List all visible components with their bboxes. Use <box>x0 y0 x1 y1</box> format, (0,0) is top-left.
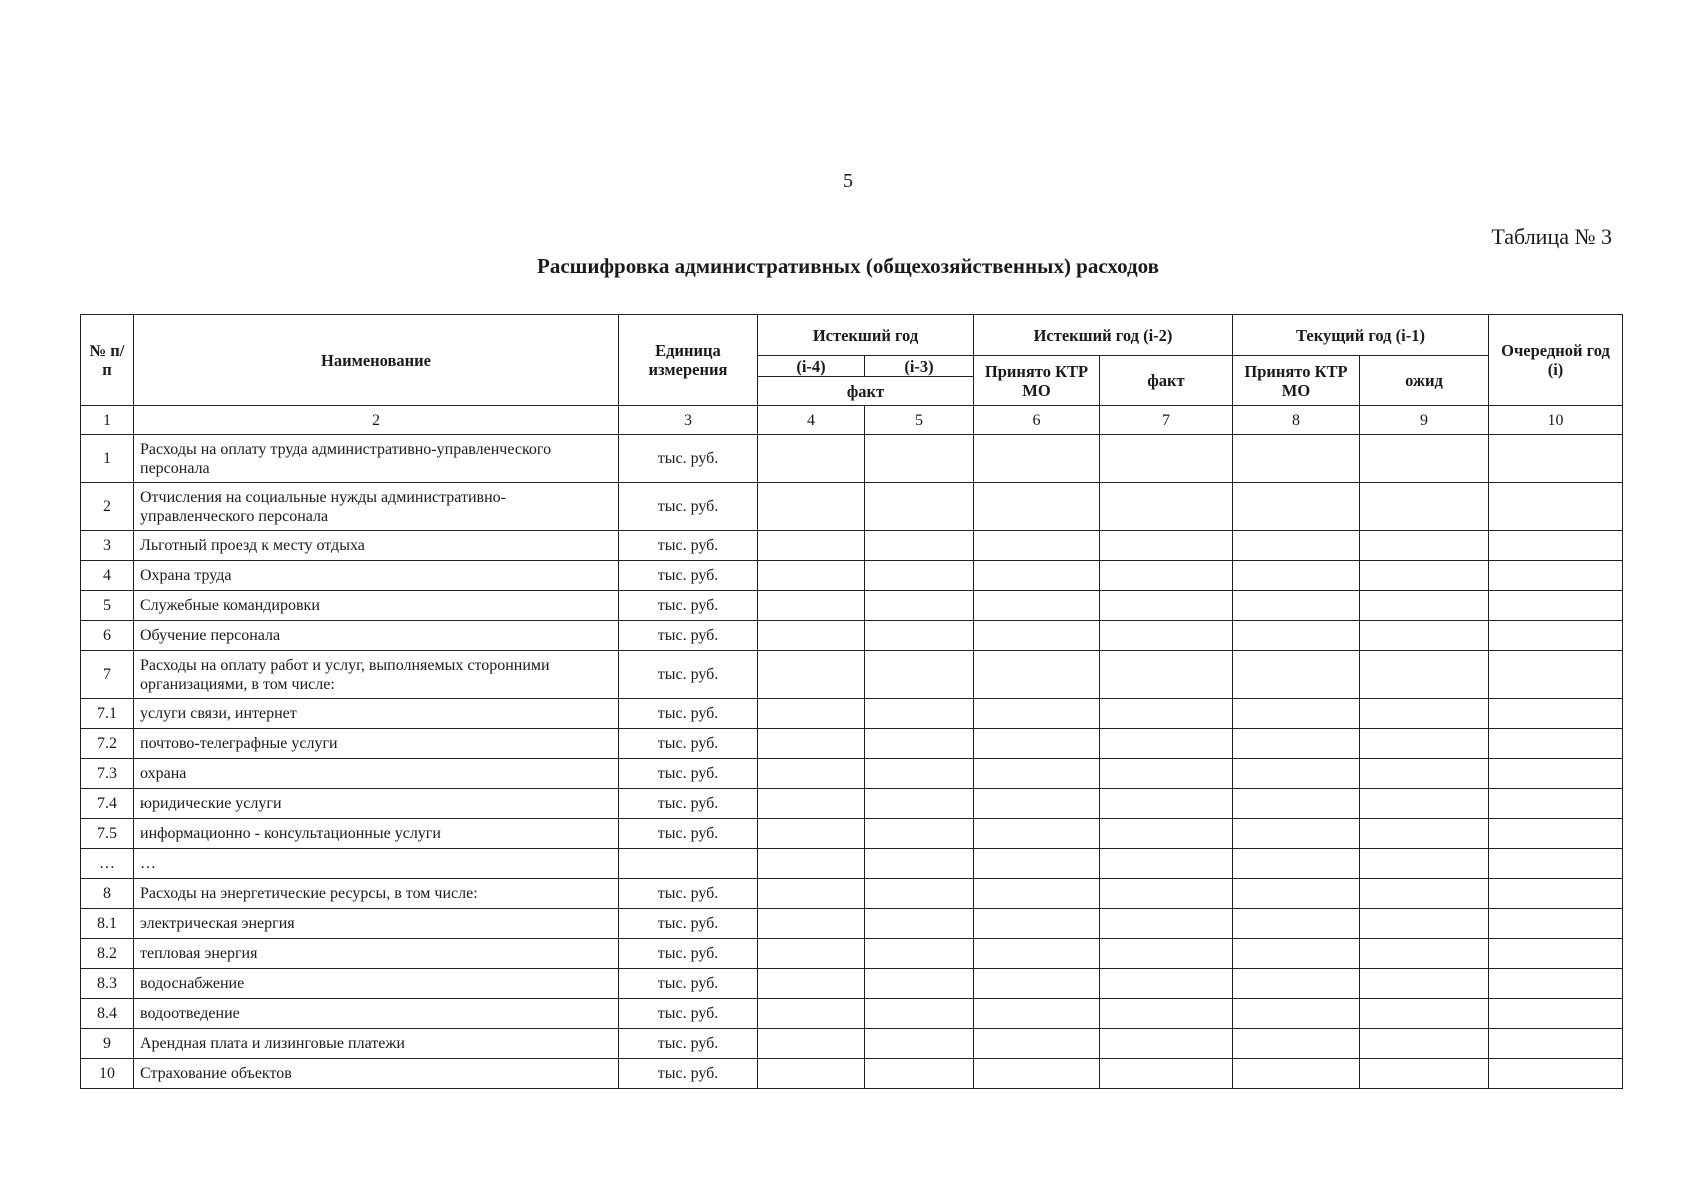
value-cell <box>1100 651 1233 699</box>
value-cell <box>1233 1059 1360 1089</box>
header-num: № п/п <box>81 315 134 406</box>
table-row <box>81 999 1623 1029</box>
column-number-row <box>81 406 1623 435</box>
value-cell <box>1360 531 1489 561</box>
row-unit: тыс. руб. <box>619 819 758 849</box>
value-cell <box>1100 591 1233 621</box>
value-cell <box>865 729 974 759</box>
value-cell <box>974 531 1100 561</box>
table-row <box>81 621 1623 651</box>
table-row <box>81 759 1623 789</box>
value-cell <box>1233 591 1360 621</box>
value-cell <box>1360 621 1489 651</box>
row-number: 8.3 <box>81 969 134 999</box>
value-cell <box>1360 435 1489 483</box>
row-number: 7.1 <box>81 699 134 729</box>
value-cell <box>1360 939 1489 969</box>
value-cell <box>758 999 865 1029</box>
value-cell <box>758 849 865 879</box>
value-cell <box>1100 789 1233 819</box>
row-name: охрана <box>134 759 619 789</box>
value-cell <box>758 879 865 909</box>
table-row <box>81 729 1623 759</box>
value-cell <box>974 591 1100 621</box>
value-cell <box>1100 435 1233 483</box>
column-number: 10 <box>1489 406 1623 435</box>
table-row <box>81 789 1623 819</box>
value-cell <box>865 789 974 819</box>
row-unit: тыс. руб. <box>619 789 758 819</box>
row-unit: тыс. руб. <box>619 909 758 939</box>
column-number: 5 <box>865 406 974 435</box>
value-cell <box>1489 909 1623 939</box>
value-cell <box>758 1059 865 1089</box>
value-cell <box>865 879 974 909</box>
row-number: 8.2 <box>81 939 134 969</box>
row-number: 10 <box>81 1059 134 1089</box>
value-cell <box>1360 759 1489 789</box>
value-cell <box>1233 789 1360 819</box>
row-name: Льготный проезд к месту отдыха <box>134 531 619 561</box>
value-cell <box>1100 621 1233 651</box>
row-unit: тыс. руб. <box>619 879 758 909</box>
value-cell <box>758 819 865 849</box>
value-cell <box>1100 819 1233 849</box>
row-name: электрическая энергия <box>134 909 619 939</box>
row-name: Расходы на энергетические ресурсы, в том числе: <box>134 879 619 909</box>
header-past-year: Истекший год <box>758 315 974 356</box>
column-number: 9 <box>1360 406 1489 435</box>
value-cell <box>758 561 865 591</box>
value-cell <box>1489 969 1623 999</box>
value-cell <box>974 999 1100 1029</box>
value-cell <box>865 531 974 561</box>
value-cell <box>1233 1029 1360 1059</box>
value-cell <box>974 435 1100 483</box>
row-unit: тыс. руб. <box>619 1029 758 1059</box>
row-unit: тыс. руб. <box>619 531 758 561</box>
value-cell <box>865 561 974 591</box>
header-next-year: Очередной год (i) <box>1489 315 1623 406</box>
table-row <box>81 435 1623 483</box>
value-cell <box>1233 939 1360 969</box>
value-cell <box>1489 819 1623 849</box>
header-accepted-i2: Принято КТР МО <box>974 356 1100 406</box>
document-title: Расшифровка административных (общехозяйственных) расходов <box>537 254 1159 278</box>
row-unit: тыс. руб. <box>619 939 758 969</box>
value-cell <box>974 939 1100 969</box>
value-cell <box>865 435 974 483</box>
row-unit: тыс. руб. <box>619 999 758 1029</box>
value-cell <box>1489 651 1623 699</box>
value-cell <box>865 1059 974 1089</box>
row-unit: тыс. руб. <box>619 621 758 651</box>
table-row <box>81 651 1623 699</box>
value-cell <box>1489 531 1623 561</box>
value-cell <box>1233 879 1360 909</box>
row-name: Расходы на оплату работ и услуг, выполняемых сторонними организациями, в том числе: <box>134 651 619 699</box>
value-cell <box>1100 759 1233 789</box>
table-row <box>81 879 1623 909</box>
row-name: информационно - консультационные услуги <box>134 819 619 849</box>
value-cell <box>865 849 974 879</box>
row-name: юридические услуги <box>134 789 619 819</box>
row-unit: тыс. руб. <box>619 1059 758 1089</box>
value-cell <box>1360 909 1489 939</box>
row-unit: тыс. руб. <box>619 729 758 759</box>
value-cell <box>974 879 1100 909</box>
row-number: 7.5 <box>81 819 134 849</box>
value-cell <box>865 699 974 729</box>
value-cell <box>1489 729 1623 759</box>
row-name: Арендная плата и лизинговые платежи <box>134 1029 619 1059</box>
row-number: 5 <box>81 591 134 621</box>
value-cell <box>1233 531 1360 561</box>
row-name: тепловая энергия <box>134 939 619 969</box>
value-cell <box>1489 435 1623 483</box>
row-number: 9 <box>81 1029 134 1059</box>
column-number: 2 <box>134 406 619 435</box>
value-cell <box>1360 789 1489 819</box>
value-cell <box>1360 1059 1489 1089</box>
row-number: 1 <box>81 435 134 483</box>
value-cell <box>865 621 974 651</box>
row-number: 7.4 <box>81 789 134 819</box>
value-cell <box>974 969 1100 999</box>
row-unit: тыс. руб. <box>619 651 758 699</box>
value-cell <box>1100 849 1233 879</box>
value-cell <box>1489 561 1623 591</box>
value-cell <box>974 561 1100 591</box>
header-current-year: Текущий год (i-1) <box>1233 315 1489 356</box>
value-cell <box>1233 561 1360 591</box>
table-row <box>81 969 1623 999</box>
value-cell <box>865 819 974 849</box>
value-cell <box>758 909 865 939</box>
table-body <box>81 435 1623 1089</box>
row-unit: тыс. руб. <box>619 591 758 621</box>
value-cell <box>758 621 865 651</box>
value-cell <box>1100 969 1233 999</box>
value-cell <box>758 1029 865 1059</box>
row-number: 7.2 <box>81 729 134 759</box>
value-cell <box>1100 699 1233 729</box>
value-cell <box>1100 483 1233 531</box>
table-row <box>81 1059 1623 1089</box>
value-cell <box>1100 999 1233 1029</box>
row-number: 8.1 <box>81 909 134 939</box>
value-cell <box>1489 789 1623 819</box>
value-cell <box>974 729 1100 759</box>
value-cell <box>758 969 865 999</box>
row-name: услуги связи, интернет <box>134 699 619 729</box>
value-cell <box>1100 1029 1233 1059</box>
value-cell <box>974 651 1100 699</box>
value-cell <box>1360 651 1489 699</box>
value-cell <box>1100 729 1233 759</box>
row-name: Расходы на оплату труда административно-управленческого персонала <box>134 435 619 483</box>
value-cell <box>1489 621 1623 651</box>
value-cell <box>1233 909 1360 939</box>
table-header <box>81 315 1623 435</box>
table-row <box>81 561 1623 591</box>
value-cell <box>865 483 974 531</box>
value-cell <box>1100 561 1233 591</box>
row-name: Охрана труда <box>134 561 619 591</box>
value-cell <box>1360 483 1489 531</box>
value-cell <box>974 819 1100 849</box>
value-cell <box>1233 621 1360 651</box>
value-cell <box>758 939 865 969</box>
value-cell <box>1360 699 1489 729</box>
value-cell <box>758 651 865 699</box>
value-cell <box>865 651 974 699</box>
value-cell <box>865 999 974 1029</box>
row-name: Страхование объектов <box>134 1059 619 1089</box>
value-cell <box>1100 939 1233 969</box>
value-cell <box>1489 849 1623 879</box>
row-name: Обучение персонала <box>134 621 619 651</box>
value-cell <box>758 435 865 483</box>
column-number: 6 <box>974 406 1100 435</box>
value-cell <box>1489 999 1623 1029</box>
value-cell <box>1233 729 1360 759</box>
value-cell <box>1100 1059 1233 1089</box>
row-name: Служебные командировки <box>134 591 619 621</box>
row-number: … <box>81 849 134 879</box>
header-fact-i2: факт <box>1100 356 1233 406</box>
table-row <box>81 483 1623 531</box>
header-i4: (i-4) <box>758 356 865 377</box>
table-row <box>81 699 1623 729</box>
value-cell <box>974 1029 1100 1059</box>
value-cell <box>974 1059 1100 1089</box>
header-name: Наименование <box>134 315 619 406</box>
row-unit: тыс. руб. <box>619 759 758 789</box>
row-number: 7.3 <box>81 759 134 789</box>
value-cell <box>758 729 865 759</box>
value-cell <box>865 969 974 999</box>
row-name: почтово-телеграфные услуги <box>134 729 619 759</box>
row-name: … <box>134 849 619 879</box>
row-unit: тыс. руб. <box>619 561 758 591</box>
row-unit: тыс. руб. <box>619 699 758 729</box>
header-fact-group: факт <box>758 377 974 406</box>
value-cell <box>1360 819 1489 849</box>
value-cell <box>1360 969 1489 999</box>
row-name: водоснабжение <box>134 969 619 999</box>
value-cell <box>1100 879 1233 909</box>
value-cell <box>974 483 1100 531</box>
column-number: 1 <box>81 406 134 435</box>
value-cell <box>865 939 974 969</box>
value-cell <box>758 789 865 819</box>
value-cell <box>1360 879 1489 909</box>
header-accepted-i1: Принято КТР МО <box>1233 356 1360 406</box>
value-cell <box>1489 699 1623 729</box>
value-cell <box>1233 435 1360 483</box>
table-row <box>81 849 1623 879</box>
row-unit <box>619 849 758 879</box>
value-cell <box>1360 1029 1489 1059</box>
value-cell <box>974 699 1100 729</box>
column-number: 8 <box>1233 406 1360 435</box>
value-cell <box>1360 591 1489 621</box>
value-cell <box>1489 1059 1623 1089</box>
row-number: 6 <box>81 621 134 651</box>
value-cell <box>1233 483 1360 531</box>
value-cell <box>974 849 1100 879</box>
value-cell <box>1489 939 1623 969</box>
header-unit: Единица измерения <box>619 315 758 406</box>
table-row <box>81 939 1623 969</box>
value-cell <box>865 591 974 621</box>
value-cell <box>1489 483 1623 531</box>
row-number: 2 <box>81 483 134 531</box>
table-row <box>81 909 1623 939</box>
value-cell <box>1360 561 1489 591</box>
row-number: 7 <box>81 651 134 699</box>
value-cell <box>758 483 865 531</box>
value-cell <box>974 909 1100 939</box>
value-cell <box>1100 531 1233 561</box>
value-cell <box>758 591 865 621</box>
expenses-table <box>80 314 1623 1089</box>
value-cell <box>865 909 974 939</box>
table-caption: Таблица № 3 <box>1491 224 1612 249</box>
column-number: 4 <box>758 406 865 435</box>
value-cell <box>865 1029 974 1059</box>
column-number: 3 <box>619 406 758 435</box>
value-cell <box>1233 849 1360 879</box>
value-cell <box>1360 729 1489 759</box>
value-cell <box>758 699 865 729</box>
value-cell <box>1233 699 1360 729</box>
value-cell <box>1489 591 1623 621</box>
value-cell <box>865 759 974 789</box>
value-cell <box>1489 879 1623 909</box>
header-i3: (i-3) <box>865 356 974 377</box>
row-number: 4 <box>81 561 134 591</box>
value-cell <box>974 621 1100 651</box>
row-unit: тыс. руб. <box>619 483 758 531</box>
value-cell <box>1360 999 1489 1029</box>
value-cell <box>1233 759 1360 789</box>
row-unit: тыс. руб. <box>619 969 758 999</box>
value-cell <box>1489 1029 1623 1059</box>
header-past-year-i2: Истекший год (i-2) <box>974 315 1233 356</box>
value-cell <box>1233 999 1360 1029</box>
value-cell <box>1233 651 1360 699</box>
page-number: 5 <box>843 170 853 192</box>
row-name: Отчисления на социальные нужды административно-управленческого персонала <box>134 483 619 531</box>
value-cell <box>758 759 865 789</box>
row-number: 8.4 <box>81 999 134 1029</box>
row-name: водоотведение <box>134 999 619 1029</box>
value-cell <box>1233 969 1360 999</box>
value-cell <box>974 789 1100 819</box>
table-row <box>81 591 1623 621</box>
table-row <box>81 1029 1623 1059</box>
value-cell <box>1233 819 1360 849</box>
value-cell <box>758 531 865 561</box>
table-row <box>81 819 1623 849</box>
row-number: 3 <box>81 531 134 561</box>
row-unit: тыс. руб. <box>619 435 758 483</box>
value-cell <box>1489 759 1623 789</box>
value-cell <box>1360 849 1489 879</box>
value-cell <box>974 759 1100 789</box>
header-expected: ожид <box>1360 356 1489 406</box>
value-cell <box>1100 909 1233 939</box>
column-number: 7 <box>1100 406 1233 435</box>
table-row <box>81 531 1623 561</box>
row-number: 8 <box>81 879 134 909</box>
